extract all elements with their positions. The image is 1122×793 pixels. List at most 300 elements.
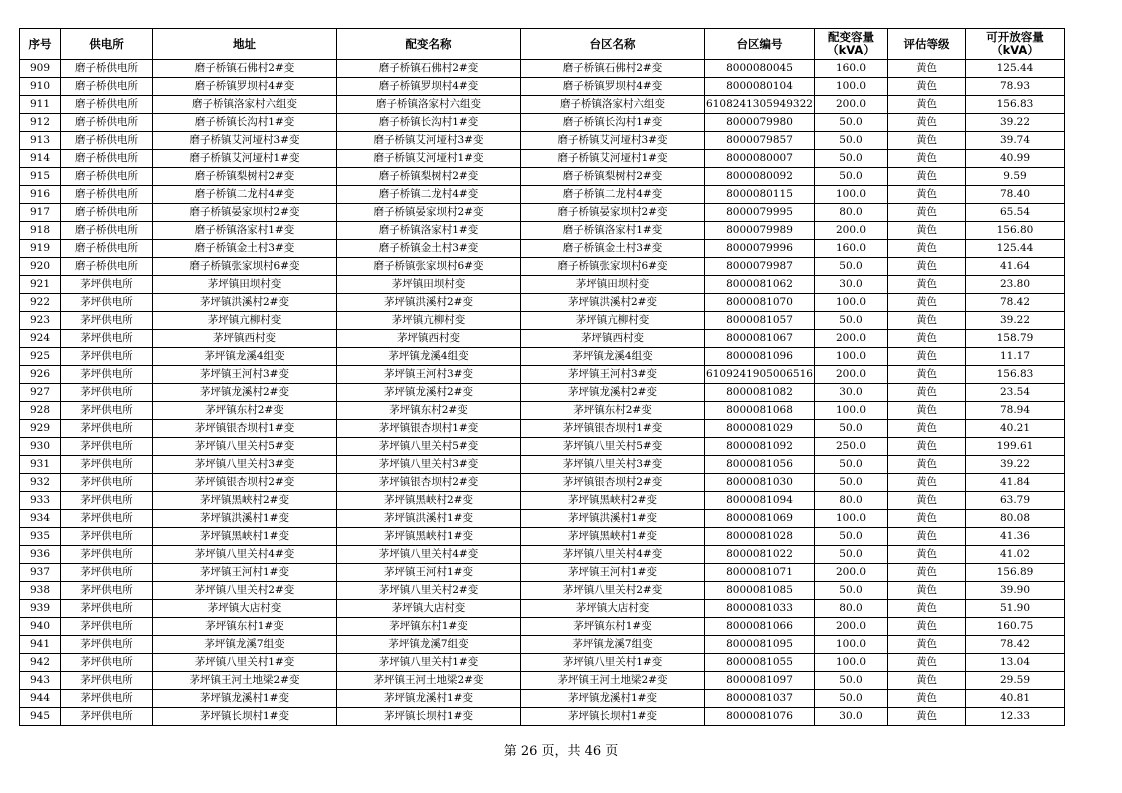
cell-transformer-name: 茅坪镇王河村3#变	[337, 366, 521, 384]
cell-station: 磨子桥供电所	[61, 60, 153, 78]
cell-area-name: 磨子桥镇艾河垭村1#变	[521, 150, 705, 168]
cell-area-name: 茅坪镇八里关村5#变	[521, 438, 705, 456]
page-footer: 第 26 页，共 46 页	[503, 744, 619, 759]
cell-area-name: 磨子桥镇洛家村1#变	[521, 222, 705, 240]
table-row	[20, 78, 1065, 96]
cell-open-capacity: 39.22	[966, 456, 1065, 474]
cell-transformer-name: 茅坪镇田坝村变	[337, 276, 521, 294]
cell-capacity: 200.0	[815, 330, 888, 348]
cell-station: 茅坪供电所	[61, 384, 153, 402]
cell-address: 磨子桥镇二龙村4#变	[153, 186, 337, 204]
cell-index: 909	[20, 60, 61, 78]
cell-area-name: 磨子桥镇晏家坝村2#变	[521, 204, 705, 222]
cell-area-code: 8000081095	[705, 636, 815, 654]
cell-area-code: 6108241305949322	[705, 96, 815, 114]
cell-grade: 黄色	[888, 168, 966, 186]
cell-index: 929	[20, 420, 61, 438]
table-row	[20, 546, 1065, 564]
cell-open-capacity: 78.42	[966, 294, 1065, 312]
cell-open-capacity: 41.84	[966, 474, 1065, 492]
table-row	[20, 636, 1065, 654]
col-header-index: 序号	[20, 29, 61, 60]
cell-station: 茅坪供电所	[61, 708, 153, 726]
cell-index: 925	[20, 348, 61, 366]
cell-station: 磨子桥供电所	[61, 240, 153, 258]
cell-index: 912	[20, 114, 61, 132]
cell-station: 茅坪供电所	[61, 456, 153, 474]
table-row	[20, 492, 1065, 510]
table-row	[20, 366, 1065, 384]
cell-index: 936	[20, 546, 61, 564]
cell-address: 茅坪镇龙溪4组变	[153, 348, 337, 366]
cell-station: 磨子桥供电所	[61, 78, 153, 96]
table-row	[20, 510, 1065, 528]
cell-index: 910	[20, 78, 61, 96]
cell-address: 茅坪镇洪溪村2#变	[153, 294, 337, 312]
cell-area-code: 8000081022	[705, 546, 815, 564]
cell-index: 924	[20, 330, 61, 348]
cell-area-name: 茅坪镇龙溪村1#变	[521, 690, 705, 708]
cell-area-code: 8000081092	[705, 438, 815, 456]
cell-area-code: 8000080045	[705, 60, 815, 78]
cell-open-capacity: 156.83	[966, 96, 1065, 114]
cell-grade: 黄色	[888, 348, 966, 366]
cell-address: 磨子桥镇洛家村1#变	[153, 222, 337, 240]
cell-area-code: 8000081070	[705, 294, 815, 312]
cell-station: 茅坪供电所	[61, 312, 153, 330]
cell-transformer-name: 茅坪镇王河村1#变	[337, 564, 521, 582]
cell-grade: 黄色	[888, 420, 966, 438]
cell-open-capacity: 65.54	[966, 204, 1065, 222]
cell-index: 914	[20, 150, 61, 168]
cell-transformer-name: 磨子桥镇艾河垭村1#变	[337, 150, 521, 168]
cell-open-capacity: 78.94	[966, 402, 1065, 420]
capacity-table	[19, 28, 1065, 726]
table-row	[20, 114, 1065, 132]
cell-grade: 黄色	[888, 510, 966, 528]
cell-index: 938	[20, 582, 61, 600]
cell-index: 931	[20, 456, 61, 474]
cell-open-capacity: 11.17	[966, 348, 1065, 366]
cell-address: 磨子桥镇罗坝村4#变	[153, 78, 337, 96]
cell-address: 茅坪镇八里关村2#变	[153, 582, 337, 600]
cell-area-name: 茅坪镇西村变	[521, 330, 705, 348]
cell-index: 928	[20, 402, 61, 420]
cell-address: 磨子桥镇金土村3#变	[153, 240, 337, 258]
cell-station: 茅坪供电所	[61, 582, 153, 600]
cell-area-name: 茅坪镇八里关村2#变	[521, 582, 705, 600]
cell-index: 934	[20, 510, 61, 528]
cell-capacity: 200.0	[815, 564, 888, 582]
cell-transformer-name: 茅坪镇黑峡村2#变	[337, 492, 521, 510]
cell-area-name: 茅坪镇王河土地梁2#变	[521, 672, 705, 690]
cell-open-capacity: 39.74	[966, 132, 1065, 150]
table-row	[20, 456, 1065, 474]
cell-open-capacity: 39.22	[966, 312, 1065, 330]
cell-station: 磨子桥供电所	[61, 168, 153, 186]
cell-grade: 黄色	[888, 60, 966, 78]
cell-open-capacity: 125.44	[966, 240, 1065, 258]
cell-area-code: 8000081096	[705, 348, 815, 366]
cell-transformer-name: 茅坪镇八里关村1#变	[337, 654, 521, 672]
cell-index: 927	[20, 384, 61, 402]
cell-area-code: 8000079857	[705, 132, 815, 150]
cell-capacity: 80.0	[815, 204, 888, 222]
cell-station: 茅坪供电所	[61, 654, 153, 672]
cell-index: 911	[20, 96, 61, 114]
cell-station: 茅坪供电所	[61, 510, 153, 528]
cell-station: 茅坪供电所	[61, 690, 153, 708]
cell-transformer-name: 茅坪镇龙溪村1#变	[337, 690, 521, 708]
cell-station: 茅坪供电所	[61, 366, 153, 384]
table-row	[20, 672, 1065, 690]
cell-grade: 黄色	[888, 186, 966, 204]
cell-transformer-name: 茅坪镇洪溪村2#变	[337, 294, 521, 312]
data-table-container	[19, 28, 1065, 726]
table-row	[20, 294, 1065, 312]
cell-station: 茅坪供电所	[61, 294, 153, 312]
cell-address: 茅坪镇八里关村3#变	[153, 456, 337, 474]
table-row	[20, 474, 1065, 492]
cell-area-code: 8000079987	[705, 258, 815, 276]
table-row	[20, 204, 1065, 222]
cell-area-name: 茅坪镇王河村3#变	[521, 366, 705, 384]
table-row	[20, 384, 1065, 402]
cell-open-capacity: 29.59	[966, 672, 1065, 690]
cell-station: 磨子桥供电所	[61, 222, 153, 240]
cell-open-capacity: 156.89	[966, 564, 1065, 582]
cell-transformer-name: 茅坪镇八里关村3#变	[337, 456, 521, 474]
cell-address: 茅坪镇龙溪村1#变	[153, 690, 337, 708]
cell-area-name: 磨子桥镇梨树村2#变	[521, 168, 705, 186]
cell-index: 913	[20, 132, 61, 150]
table-row	[20, 618, 1065, 636]
cell-grade: 黄色	[888, 96, 966, 114]
cell-address: 茅坪镇王河村1#变	[153, 564, 337, 582]
cell-address: 磨子桥镇艾河垭村1#变	[153, 150, 337, 168]
cell-area-name: 磨子桥镇长沟村1#变	[521, 114, 705, 132]
cell-grade: 黄色	[888, 582, 966, 600]
cell-area-code: 8000081076	[705, 708, 815, 726]
cell-transformer-name: 茅坪镇长坝村1#变	[337, 708, 521, 726]
table-row	[20, 240, 1065, 258]
cell-capacity: 50.0	[815, 312, 888, 330]
table-row	[20, 582, 1065, 600]
cell-area-name: 茅坪镇龙溪4组变	[521, 348, 705, 366]
cell-capacity: 50.0	[815, 420, 888, 438]
cell-address: 磨子桥镇长沟村1#变	[153, 114, 337, 132]
table-row	[20, 258, 1065, 276]
cell-area-name: 茅坪镇龙溪村2#变	[521, 384, 705, 402]
cell-transformer-name: 磨子桥镇艾河垭村3#变	[337, 132, 521, 150]
cell-area-name: 茅坪镇黑峡村2#变	[521, 492, 705, 510]
cell-index: 939	[20, 600, 61, 618]
cell-area-code: 8000081055	[705, 654, 815, 672]
cell-area-code: 8000081071	[705, 564, 815, 582]
cell-open-capacity: 39.22	[966, 114, 1065, 132]
cell-transformer-name: 茅坪镇八里关村5#变	[337, 438, 521, 456]
cell-capacity: 100.0	[815, 186, 888, 204]
cell-area-code: 8000081033	[705, 600, 815, 618]
cell-index: 930	[20, 438, 61, 456]
cell-grade: 黄色	[888, 708, 966, 726]
cell-transformer-name: 茅坪镇龙溪7组变	[337, 636, 521, 654]
cell-capacity: 100.0	[815, 348, 888, 366]
cell-address: 茅坪镇洪溪村1#变	[153, 510, 337, 528]
table-row	[20, 150, 1065, 168]
table-row	[20, 708, 1065, 726]
cell-address: 茅坪镇东村1#变	[153, 618, 337, 636]
cell-area-code: 8000079980	[705, 114, 815, 132]
header-row	[20, 29, 1065, 60]
cell-address: 磨子桥镇梨树村2#变	[153, 168, 337, 186]
cell-open-capacity: 80.08	[966, 510, 1065, 528]
table-row	[20, 438, 1065, 456]
cell-grade: 黄色	[888, 492, 966, 510]
cell-area-code: 8000081082	[705, 384, 815, 402]
cell-capacity: 50.0	[815, 132, 888, 150]
cell-capacity: 50.0	[815, 114, 888, 132]
cell-address: 磨子桥镇晏家坝村2#变	[153, 204, 337, 222]
cell-area-name: 茅坪镇田坝村变	[521, 276, 705, 294]
cell-grade: 黄色	[888, 618, 966, 636]
col-header-open-capacity: 可开放容量 （kVA）	[966, 29, 1065, 60]
cell-station: 茅坪供电所	[61, 618, 153, 636]
cell-capacity: 30.0	[815, 276, 888, 294]
cell-index: 918	[20, 222, 61, 240]
cell-transformer-name: 磨子桥镇金土村3#变	[337, 240, 521, 258]
cell-area-code: 8000079995	[705, 204, 815, 222]
cell-area-name: 茅坪镇亢柳村变	[521, 312, 705, 330]
cell-station: 磨子桥供电所	[61, 258, 153, 276]
table-row	[20, 96, 1065, 114]
cell-transformer-name: 磨子桥镇洛家村1#变	[337, 222, 521, 240]
table-row	[20, 420, 1065, 438]
cell-area-name: 磨子桥镇二龙村4#变	[521, 186, 705, 204]
cell-open-capacity: 199.61	[966, 438, 1065, 456]
cell-grade: 黄色	[888, 384, 966, 402]
cell-transformer-name: 茅坪镇八里关村2#变	[337, 582, 521, 600]
cell-address: 茅坪镇龙溪7组变	[153, 636, 337, 654]
col-header-capacity: 配变容量 （kVA）	[815, 29, 888, 60]
cell-grade: 黄色	[888, 600, 966, 618]
cell-open-capacity: 9.59	[966, 168, 1065, 186]
cell-area-code: 8000081056	[705, 456, 815, 474]
cell-grade: 黄色	[888, 222, 966, 240]
cell-station: 茅坪供电所	[61, 600, 153, 618]
cell-capacity: 50.0	[815, 546, 888, 564]
cell-address: 茅坪镇八里关村5#变	[153, 438, 337, 456]
cell-capacity: 50.0	[815, 456, 888, 474]
col-header-area-code: 台区编号	[705, 29, 815, 60]
cell-station: 磨子桥供电所	[61, 186, 153, 204]
cell-grade: 黄色	[888, 654, 966, 672]
col-header-station: 供电所	[61, 29, 153, 60]
cell-grade: 黄色	[888, 312, 966, 330]
cell-capacity: 100.0	[815, 636, 888, 654]
cell-grade: 黄色	[888, 258, 966, 276]
cell-address: 茅坪镇银杏坝村2#变	[153, 474, 337, 492]
cell-open-capacity: 125.44	[966, 60, 1065, 78]
cell-grade: 黄色	[888, 438, 966, 456]
cell-transformer-name: 磨子桥镇梨树村2#变	[337, 168, 521, 186]
cell-transformer-name: 茅坪镇东村1#变	[337, 618, 521, 636]
cell-grade: 黄色	[888, 150, 966, 168]
cell-index: 941	[20, 636, 61, 654]
cell-open-capacity: 78.42	[966, 636, 1065, 654]
cell-station: 茅坪供电所	[61, 330, 153, 348]
cell-transformer-name: 茅坪镇银杏坝村1#变	[337, 420, 521, 438]
cell-capacity: 100.0	[815, 294, 888, 312]
cell-capacity: 160.0	[815, 60, 888, 78]
cell-area-code: 8000081029	[705, 420, 815, 438]
cell-area-name: 磨子桥镇洛家村六组变	[521, 96, 705, 114]
cell-station: 磨子桥供电所	[61, 150, 153, 168]
table-row	[20, 690, 1065, 708]
cell-open-capacity: 156.80	[966, 222, 1065, 240]
cell-grade: 黄色	[888, 114, 966, 132]
cell-station: 茅坪供电所	[61, 564, 153, 582]
cell-area-name: 茅坪镇洪溪村2#变	[521, 294, 705, 312]
cell-area-code: 8000081069	[705, 510, 815, 528]
table-row	[20, 402, 1065, 420]
cell-index: 920	[20, 258, 61, 276]
cell-station: 茅坪供电所	[61, 402, 153, 420]
cell-index: 933	[20, 492, 61, 510]
cell-address: 茅坪镇东村2#变	[153, 402, 337, 420]
cell-grade: 黄色	[888, 474, 966, 492]
table-row	[20, 330, 1065, 348]
cell-open-capacity: 40.81	[966, 690, 1065, 708]
cell-area-code: 8000080115	[705, 186, 815, 204]
table-row	[20, 348, 1065, 366]
cell-address: 茅坪镇黑峡村1#变	[153, 528, 337, 546]
cell-transformer-name: 茅坪镇银杏坝村2#变	[337, 474, 521, 492]
col-header-grade: 评估等级	[888, 29, 966, 60]
cell-station: 茅坪供电所	[61, 492, 153, 510]
cell-index: 919	[20, 240, 61, 258]
table-row	[20, 312, 1065, 330]
cell-station: 茅坪供电所	[61, 546, 153, 564]
cell-area-name: 磨子桥镇金土村3#变	[521, 240, 705, 258]
cell-area-name: 磨子桥镇艾河垭村3#变	[521, 132, 705, 150]
cell-grade: 黄色	[888, 690, 966, 708]
cell-open-capacity: 78.40	[966, 186, 1065, 204]
cell-area-name: 茅坪镇黑峡村1#变	[521, 528, 705, 546]
cell-transformer-name: 茅坪镇东村2#变	[337, 402, 521, 420]
cell-area-name: 茅坪镇长坝村1#变	[521, 708, 705, 726]
cell-station: 茅坪供电所	[61, 348, 153, 366]
table-row	[20, 600, 1065, 618]
cell-index: 932	[20, 474, 61, 492]
cell-area-name: 茅坪镇八里关村4#变	[521, 546, 705, 564]
cell-address: 茅坪镇王河村3#变	[153, 366, 337, 384]
cell-station: 茅坪供电所	[61, 672, 153, 690]
cell-area-code: 8000079989	[705, 222, 815, 240]
cell-station: 茅坪供电所	[61, 474, 153, 492]
cell-area-code: 8000081067	[705, 330, 815, 348]
cell-grade: 黄色	[888, 240, 966, 258]
col-header-area-name: 台区名称	[521, 29, 705, 60]
cell-capacity: 100.0	[815, 510, 888, 528]
cell-station: 茅坪供电所	[61, 636, 153, 654]
cell-open-capacity: 40.99	[966, 150, 1065, 168]
cell-transformer-name: 茅坪镇大店村变	[337, 600, 521, 618]
cell-open-capacity: 12.33	[966, 708, 1065, 726]
cell-grade: 黄色	[888, 276, 966, 294]
cell-transformer-name: 磨子桥镇石佛村2#变	[337, 60, 521, 78]
cell-index: 944	[20, 690, 61, 708]
cell-address: 茅坪镇长坝村1#变	[153, 708, 337, 726]
cell-station: 茅坪供电所	[61, 420, 153, 438]
cell-area-code: 8000081057	[705, 312, 815, 330]
cell-open-capacity: 23.54	[966, 384, 1065, 402]
cell-area-code: 8000081097	[705, 672, 815, 690]
cell-area-code: 8000081037	[705, 690, 815, 708]
cell-area-name: 茅坪镇龙溪7组变	[521, 636, 705, 654]
cell-transformer-name: 茅坪镇亢柳村变	[337, 312, 521, 330]
cell-address: 茅坪镇田坝村变	[153, 276, 337, 294]
cell-address: 磨子桥镇张家坝村6#变	[153, 258, 337, 276]
cell-area-code: 8000080007	[705, 150, 815, 168]
cell-index: 922	[20, 294, 61, 312]
col-header-transformer-name: 配变名称	[337, 29, 521, 60]
table-row	[20, 528, 1065, 546]
cell-grade: 黄色	[888, 402, 966, 420]
cell-area-code: 8000081068	[705, 402, 815, 420]
cell-index: 942	[20, 654, 61, 672]
cell-area-code: 8000081028	[705, 528, 815, 546]
cell-area-name: 磨子桥镇石佛村2#变	[521, 60, 705, 78]
cell-open-capacity: 160.75	[966, 618, 1065, 636]
cell-capacity: 200.0	[815, 222, 888, 240]
cell-open-capacity: 39.90	[966, 582, 1065, 600]
table-row	[20, 186, 1065, 204]
cell-area-name: 茅坪镇八里关村3#变	[521, 456, 705, 474]
table-row	[20, 276, 1065, 294]
cell-capacity: 160.0	[815, 240, 888, 258]
cell-address: 茅坪镇银杏坝村1#变	[153, 420, 337, 438]
cell-area-code: 6109241905006516	[705, 366, 815, 384]
cell-capacity: 50.0	[815, 672, 888, 690]
cell-area-code: 8000081030	[705, 474, 815, 492]
cell-capacity: 200.0	[815, 366, 888, 384]
cell-transformer-name: 磨子桥镇罗坝村4#变	[337, 78, 521, 96]
cell-grade: 黄色	[888, 672, 966, 690]
cell-area-name: 茅坪镇王河村1#变	[521, 564, 705, 582]
cell-open-capacity: 51.90	[966, 600, 1065, 618]
cell-capacity: 50.0	[815, 582, 888, 600]
cell-area-name: 茅坪镇银杏坝村2#变	[521, 474, 705, 492]
cell-open-capacity: 23.80	[966, 276, 1065, 294]
cell-capacity: 80.0	[815, 492, 888, 510]
cell-capacity: 50.0	[815, 150, 888, 168]
cell-address: 磨子桥镇艾河垭村3#变	[153, 132, 337, 150]
cell-index: 926	[20, 366, 61, 384]
cell-area-name: 磨子桥镇罗坝村4#变	[521, 78, 705, 96]
cell-grade: 黄色	[888, 528, 966, 546]
cell-capacity: 200.0	[815, 96, 888, 114]
cell-transformer-name: 茅坪镇龙溪村2#变	[337, 384, 521, 402]
cell-grade: 黄色	[888, 132, 966, 150]
cell-area-name: 茅坪镇银杏坝村1#变	[521, 420, 705, 438]
cell-grade: 黄色	[888, 564, 966, 582]
cell-address: 茅坪镇龙溪村2#变	[153, 384, 337, 402]
cell-grade: 黄色	[888, 78, 966, 96]
cell-open-capacity: 13.04	[966, 654, 1065, 672]
cell-area-code: 8000080092	[705, 168, 815, 186]
cell-grade: 黄色	[888, 636, 966, 654]
